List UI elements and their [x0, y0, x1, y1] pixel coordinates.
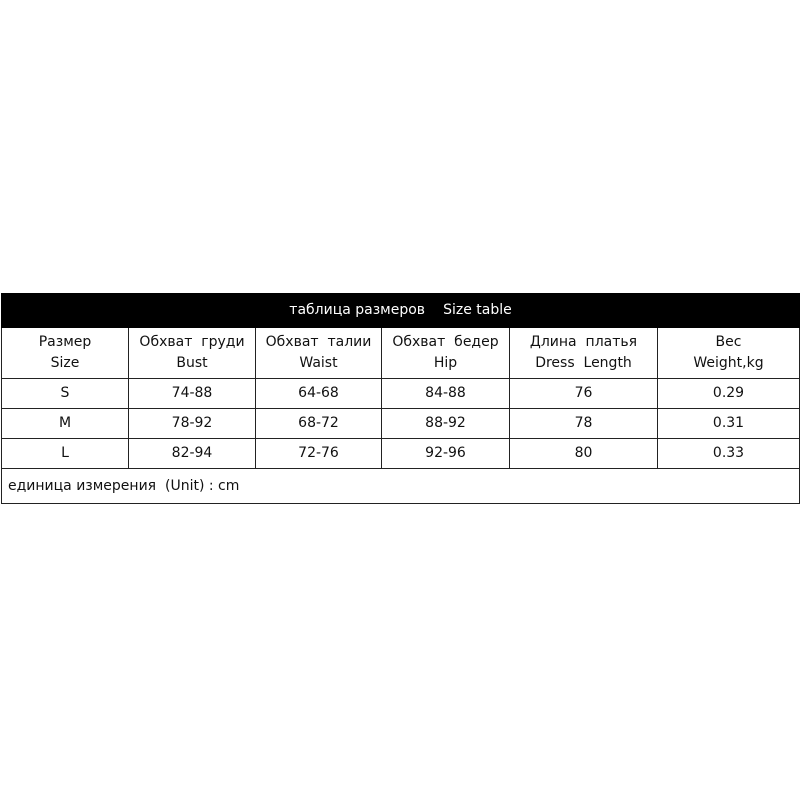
cell-waist: 68-72 — [256, 409, 382, 439]
cell-bust: 82-94 — [129, 439, 256, 469]
cell-size: L — [2, 439, 129, 469]
cell-dress-length: 78 — [510, 409, 658, 439]
cell-dress-length: 76 — [510, 379, 658, 409]
table-row — [2, 439, 800, 469]
cell-dress-length: 80 — [510, 439, 658, 469]
table-title-row — [2, 294, 800, 328]
header-size — [2, 328, 129, 379]
cell-weight: 0.29 — [658, 379, 800, 409]
header-hip-en: Hip — [433, 355, 458, 371]
size-table — [1, 293, 800, 504]
unit-note: единица измерения (Unit) : cm — [2, 469, 800, 504]
header-waist-en: Waist — [299, 355, 338, 371]
header-hip — [382, 328, 510, 379]
header-waist — [256, 328, 382, 379]
header-bust-ru: Обхват груди — [139, 334, 245, 350]
cell-size: M — [2, 409, 129, 439]
header-dress-length-ru: Длина платья — [529, 334, 638, 350]
table-footer-row — [2, 469, 800, 504]
cell-hip: 84-88 — [382, 379, 510, 409]
table-title-ru: таблица размеров — [289, 302, 426, 318]
table-title — [2, 294, 800, 328]
table-header-row — [2, 328, 800, 379]
header-bust-en: Bust — [176, 355, 208, 371]
header-dress-length-en: Dress Length — [535, 355, 632, 371]
cell-weight: 0.33 — [658, 439, 800, 469]
cell-weight: 0.31 — [658, 409, 800, 439]
header-size-en: Size — [50, 355, 80, 371]
header-dress-length — [510, 328, 658, 379]
table-row — [2, 379, 800, 409]
header-size-ru: Размер — [38, 334, 92, 350]
table-title-en: Size table — [443, 302, 512, 318]
cell-bust: 74-88 — [129, 379, 256, 409]
header-weight — [658, 328, 800, 379]
cell-bust: 78-92 — [129, 409, 256, 439]
cell-hip: 88-92 — [382, 409, 510, 439]
cell-waist: 64-68 — [256, 379, 382, 409]
cell-hip: 92-96 — [382, 439, 510, 469]
header-waist-ru: Обхват талии — [265, 334, 372, 350]
header-bust — [129, 328, 256, 379]
table-row — [2, 409, 800, 439]
cell-waist: 72-76 — [256, 439, 382, 469]
cell-size: S — [2, 379, 129, 409]
header-weight-en: Weight,kg — [693, 355, 764, 371]
header-hip-ru: Обхват бедер — [392, 334, 499, 350]
header-weight-ru: Вес — [715, 334, 742, 350]
